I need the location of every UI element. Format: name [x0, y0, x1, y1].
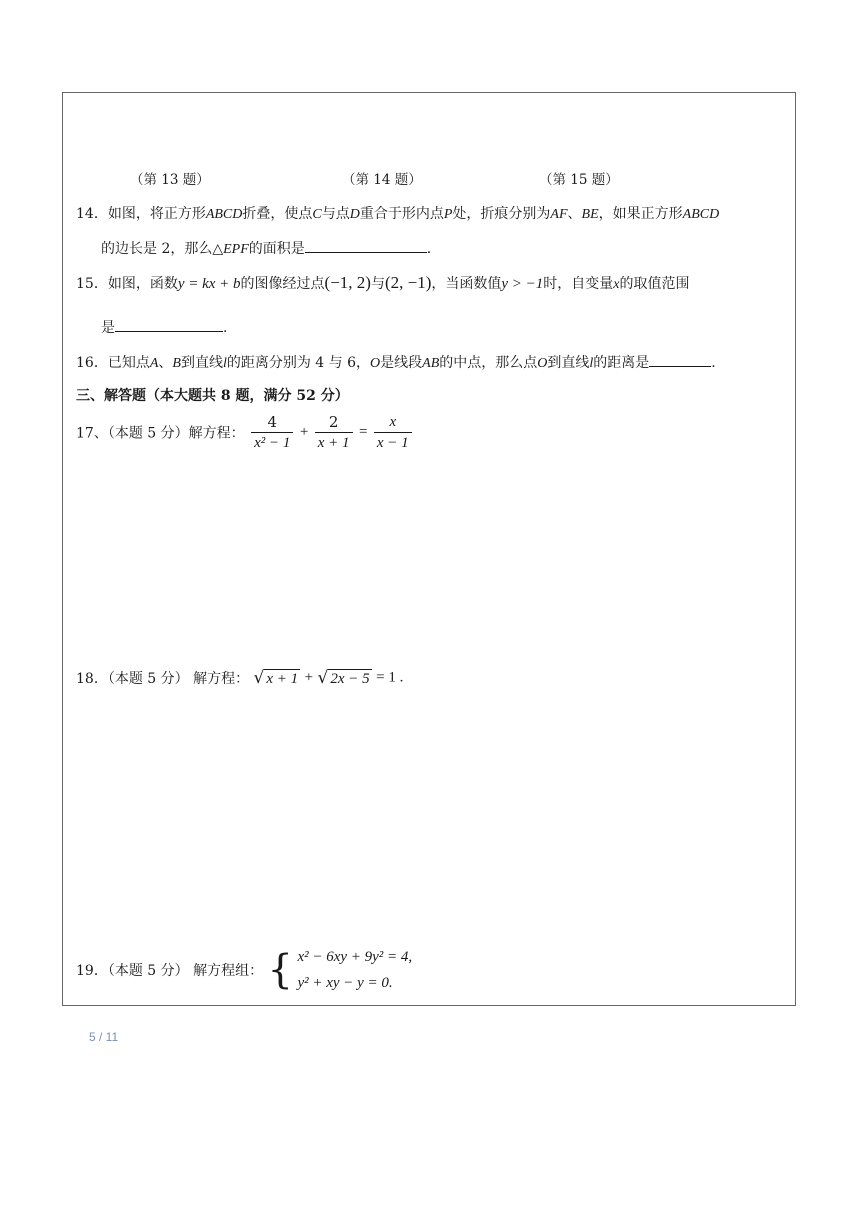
question-14-line-2: 的边长是 2，那么△EPF的面积是 .: [101, 241, 432, 257]
answer-blank-16[interactable]: [649, 354, 711, 367]
answer-blank-15[interactable]: [115, 319, 223, 332]
page-number: 5 / 11: [89, 1030, 119, 1044]
question-15-line-1: 15．如图，函数y = kx + b的图像经过点(−1, 2)与(2, −1)，当函数值y > −1时，自变量x的取值范围: [76, 273, 690, 292]
caption-q15: （第 15 题）: [539, 172, 619, 188]
question-14-line-1: 14．如图，将正方形ABCD折叠，使点C与点D重合于形内点P处，折痕分别为AF、BE，如果正方形ABCD: [76, 206, 720, 222]
fraction-3: $\frac{x}{x - 1}$: [374, 412, 412, 453]
fraction-1: $\frac{4}{\text{x² − 1}}$: [251, 412, 293, 453]
answer-blank-14[interactable]: [305, 240, 427, 253]
question-19: 19．（本题 5 分） 解方程组： { x² − 6xy + 9y² = 4, y² + xy − y = 0.: [76, 944, 412, 996]
question-16: 16．已知点A、B到直线l的距离分别为 4 与 6，O是线段AB的中点，那么点O到直线l的距离是 .: [76, 355, 716, 371]
page-frame: [62, 92, 796, 1006]
question-17: 17、（本题 5 分）解方程： $\frac{4}{\text{x² − 1}}$ + $\frac{2}{x + 1}$ = $\frac{x}{x - 1}$: [76, 412, 414, 453]
question-15-line-2: 是 .: [101, 320, 228, 336]
caption-q14: （第 14 题）: [342, 172, 422, 188]
system-brace: {: [267, 947, 293, 993]
radical-1: √ x + 1: [253, 668, 299, 688]
radical-2: √ 2x − 5: [317, 668, 370, 688]
equation-system: x² − 6xy + 9y² = 4, y² + xy − y = 0.: [297, 949, 413, 991]
caption-q13: （第 13 题）: [130, 172, 210, 188]
question-18: 18．（本题 5 分） 解方程： √ x + 1 + √ 2x − 5 = 1 .: [76, 668, 404, 688]
section-3-heading: 三、解答题（本大题共 8 题，满分 52 分）: [76, 388, 349, 404]
fraction-2: $\frac{2}{x + 1}$: [315, 412, 353, 453]
